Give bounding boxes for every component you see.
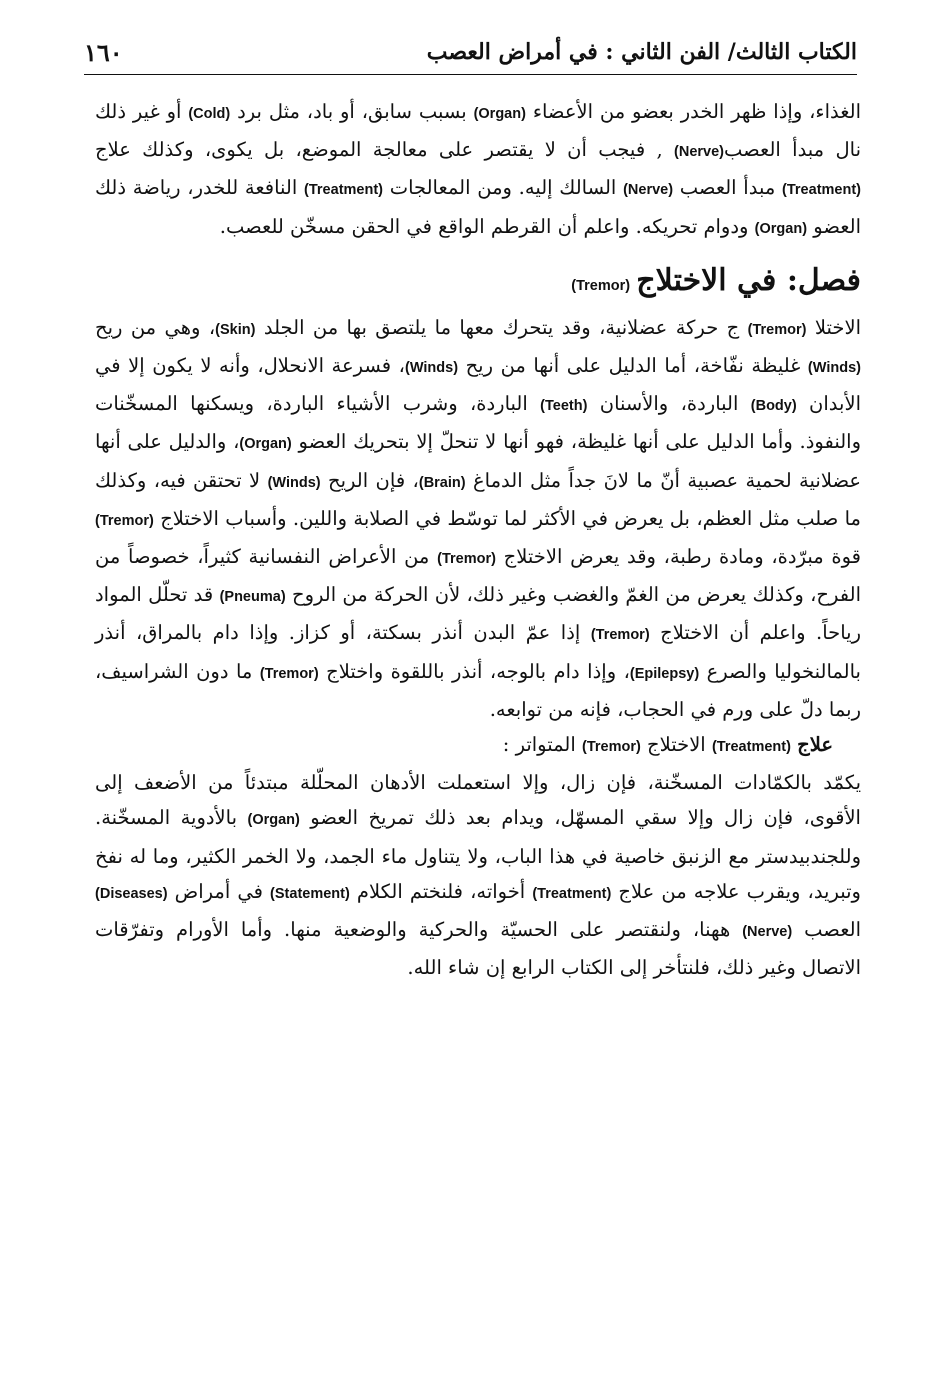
english-gloss: (Tremor) xyxy=(437,551,496,568)
english-gloss: (Teeth) xyxy=(540,398,588,415)
running-title: الكتاب الثالث/ الفن الثاني : في أمراض العصب xyxy=(426,39,857,65)
english-gloss: (Nerve) xyxy=(674,144,724,161)
english-gloss: (Winds) xyxy=(404,360,459,377)
english-gloss: (Organ) xyxy=(754,220,808,237)
english-gloss: (Tremor) xyxy=(581,739,641,756)
english-gloss: (Treatment) xyxy=(304,182,384,199)
english-gloss: (Treatment) xyxy=(782,182,862,199)
english-gloss: (Organ) xyxy=(473,106,526,122)
paragraph-numbness: الغذاء، وإذا ظهر الخدر بعضو من الأعضاء (Organ) بسبب سابق، أو باد، مثل برد (Cold) أو غير ذلك نال مبدأ العصب(Nerve) , فيجب أن لا يقتصر على معالجة الموضع، بل يكوى، وكذلك علاج (Treatment) مبدأ العصب (Nerve) السالك إليه. ومن المعالجات (Treatment) النافعة للخدر، رياضة ذلك العضو (Organ) ودوام تحريكه. واعلم أن القرطم الواقع في الحقن مسخّن للعصب. xyxy=(95,100,862,238)
section-heading-latin: (Tremor) xyxy=(571,277,631,294)
section-heading-arabic: فصل: في الاختلاج xyxy=(636,262,861,298)
page-number: ١٦٠ xyxy=(84,37,123,67)
treatment-heading-lead: علاج xyxy=(797,733,833,757)
paragraph-treatment: يكمّد بالكمّادات المسخّنة، فإن زال، وإلا استعملت الأدهان المحلّلة مبتدئاً من الأضعف إلى الأقوى، فإن زال وإلا سقي المسهّل، ويدام بعد ذلك تمريخ العضو (Organ) بالأدوية المسخّنة. وللجندبيدستر مع الزنبق خاصية في هذا الباب، ولا يتناول ماء الجمد، ولا الخمر الكثير، وما له نفخ وتبريد، ويقرب علاجه من علاج (Treatment) أخواته، فلنختم الكلام (Statement) في أمراض (Diseases) العصب (Nerve) ههنا، ولنقتصر على الحسيّة والحركية والوضعية منها. وأما الأورام وتفرّقات الاتصال وغير ذلك، فلنتأخر إلى الكتاب الرابع إن شاء الله. xyxy=(95,771,861,980)
english-gloss: (Tremor) xyxy=(590,627,650,644)
english-gloss: (Organ) xyxy=(247,812,300,829)
page-body xyxy=(95,94,861,985)
english-gloss: (Skin) xyxy=(215,321,256,338)
english-gloss: (Tremor) xyxy=(95,512,154,529)
english-gloss: (Pneuma) xyxy=(219,589,286,606)
english-gloss: (Epilepsy) xyxy=(629,665,700,682)
english-gloss: (Statement) xyxy=(270,885,350,902)
treatment-heading-rest: (Treatment) الاختلاج (Tremor) المتواتر : xyxy=(502,733,791,757)
treatment-heading xyxy=(95,727,861,765)
english-gloss: (Tremor) xyxy=(259,665,319,682)
english-gloss: (Treatment) xyxy=(711,739,791,756)
english-gloss: (Brain) xyxy=(418,474,466,491)
english-gloss: (Winds) xyxy=(267,474,321,491)
english-gloss: (Nerve) xyxy=(742,924,793,941)
english-gloss: (Body) xyxy=(750,398,797,415)
english-gloss: (Treatment) xyxy=(532,885,612,902)
english-gloss: (Tremor) xyxy=(747,321,807,338)
english-gloss: (Cold) xyxy=(188,106,231,122)
section-heading xyxy=(95,261,861,306)
paragraph-tremor: الاختلا (Tremor) ج حركة عضلانية، وقد يتحرك معها ما يلتصق بها من الجلد (Skin)، وهي من ريح (Winds) غليظة نفّاخة، أما الدليل على أنها من ريح (Winds)، فسرعة الانحلال، وأنه لا يكون إلا في الأبدان (Body) الباردة، والأسنان (Teeth) الباردة، وشرب الأشياء الباردة، ويسكنها المسخّنات والنفوذ. وأما الدليل على أنها غليظة، فهو أنها لا تنحلّ إلا بتحريك العضو (Organ)، والدليل على أنها عضلانية لحمية عصبية أنّ ما لانَ جداً مثل الدماغ (Brain)، فإن الريح (Winds) لا تحتقن فيه، وكذلك ما صلب مثل العظم، بل يعرض في الأكثر لما توسّط في الصلابة واللين. وأسباب الاختلاج (Tremor) قوة مبرّدة، ومادة رطبة، وقد يعرض الاختلاج (Tremor) من الأعراض النفسانية كثيراً، خصوصاً من الفرح، وكذلك يعرض من الغمّ والغضب وغير ذلك، لأن الحركة من الروح (Pneuma) قد تحلّل المواد رياحاً. واعلم أن الاختلاج (Tremor) إذا عمّ البدن أنذر بسكتة، أو كزاز. وإذا دام بالمراق، أنذر بالمالنخوليا والصرع (Epilepsy)، وإذا دام بالوجه، أنذر باللقوة واختلاج (Tremor) ما دون الشراسيف، ربما دلّ على ورم في الحجاب، فإنه من توابعه. xyxy=(95,315,861,721)
page-header xyxy=(84,30,857,75)
english-gloss: (Winds) xyxy=(807,360,861,377)
english-gloss: (Diseases) xyxy=(95,885,168,902)
english-gloss: (Organ) xyxy=(239,436,292,453)
english-gloss: (Nerve) xyxy=(623,182,674,199)
